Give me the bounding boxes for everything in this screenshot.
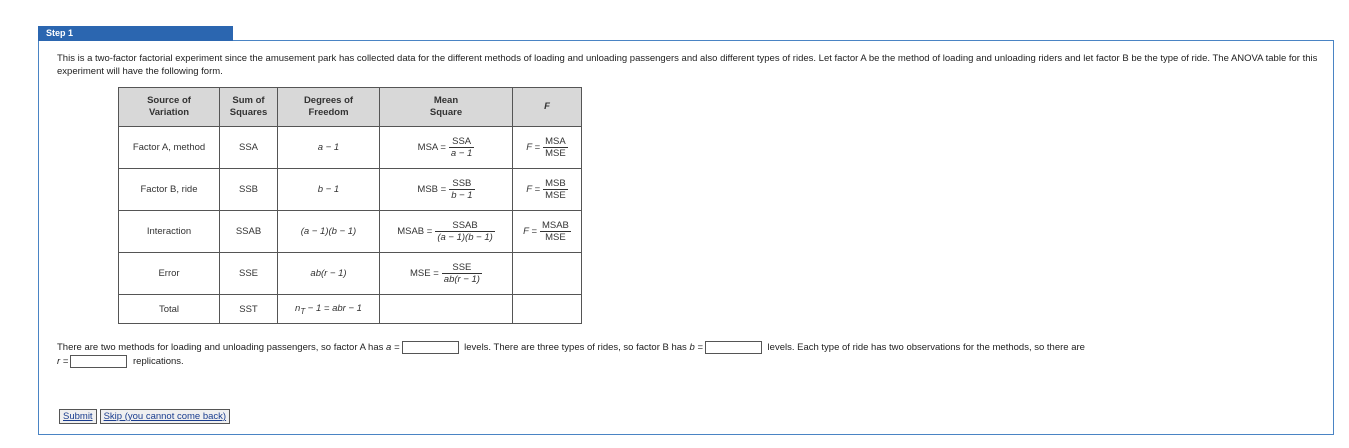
ss-cell: SST bbox=[220, 295, 278, 324]
question-part4: replications. bbox=[130, 356, 184, 368]
ms-label: MSE = bbox=[410, 268, 439, 279]
ms-fraction bbox=[449, 136, 474, 159]
question-part1: There are two methods for loading and unloading passengers, so factor A has bbox=[57, 342, 387, 354]
f-cell-empty bbox=[513, 253, 582, 295]
df-total-sub: T bbox=[300, 306, 306, 316]
header-ms bbox=[380, 88, 513, 127]
source-cell: Error bbox=[119, 253, 220, 295]
header-ms-line2: Square bbox=[429, 107, 463, 118]
ms-fraction bbox=[435, 220, 494, 243]
action-buttons bbox=[59, 409, 230, 424]
f-fraction bbox=[543, 178, 568, 201]
df-total-n: n bbox=[295, 302, 301, 314]
ms-cell bbox=[380, 211, 513, 253]
question-part3: levels. Each type of ride has two observations for the methods, so there are bbox=[764, 342, 1085, 354]
ms-numerator: SSE bbox=[452, 262, 472, 273]
header-ss-line2: Squares bbox=[229, 107, 268, 118]
header-ms-line1: Mean bbox=[433, 95, 459, 106]
f-cell bbox=[513, 211, 582, 253]
df-cell: (a − 1)(b − 1) bbox=[278, 211, 380, 253]
ss-cell: SSB bbox=[220, 169, 278, 211]
header-ss bbox=[220, 88, 278, 127]
header-source-line2: Variation bbox=[148, 107, 190, 118]
f-numerator: MSA bbox=[545, 136, 566, 147]
f-numerator: MSB bbox=[545, 178, 566, 189]
source-cell: Factor B, ride bbox=[119, 169, 220, 211]
header-df-line1: Degrees of bbox=[303, 95, 354, 106]
ss-cell: SSA bbox=[220, 127, 278, 169]
header-source bbox=[119, 88, 220, 127]
submit-button[interactable]: Submit bbox=[59, 409, 97, 424]
ms-fraction bbox=[442, 262, 482, 285]
f-fraction bbox=[543, 136, 568, 159]
ms-denominator: (a − 1)(b − 1) bbox=[437, 232, 493, 243]
ss-cell: SSE bbox=[220, 253, 278, 295]
ss-cell: SSAB bbox=[220, 211, 278, 253]
table-header-row bbox=[119, 88, 582, 127]
ms-denominator: b − 1 bbox=[451, 190, 473, 201]
ms-cell bbox=[380, 253, 513, 295]
header-df bbox=[278, 88, 380, 127]
f-denominator: MSE bbox=[545, 190, 566, 201]
f-cell bbox=[513, 169, 582, 211]
ms-denominator: a − 1 bbox=[450, 148, 473, 159]
df-cell: ab(r − 1) bbox=[278, 253, 380, 295]
ms-cell-empty bbox=[380, 295, 513, 324]
ms-label: MSAB = bbox=[397, 226, 433, 237]
ms-fraction bbox=[449, 178, 474, 201]
intro-text: This is a two-factor factorial experiment since the amusement park has collected data for the different methods of loading and unloading passengers and also different types of rides. Let factor A be the method of loading and unloading riders and let factor B be the type of ride. The ANOVA table for this experiment will have the following form. bbox=[57, 53, 1318, 77]
question-text bbox=[57, 341, 1319, 369]
a-label: a = bbox=[386, 342, 400, 354]
ms-label: MSB = bbox=[417, 184, 447, 195]
header-ss-line1: Sum of bbox=[232, 95, 265, 106]
f-label: F = bbox=[526, 142, 541, 153]
ms-cell bbox=[380, 169, 513, 211]
f-label: F = bbox=[523, 226, 537, 237]
r-answer-input[interactable] bbox=[70, 355, 127, 368]
df-total-rest: − 1 = abr − 1 bbox=[305, 302, 362, 314]
source-cell: Interaction bbox=[119, 211, 220, 253]
table-row bbox=[119, 253, 582, 295]
f-fraction bbox=[540, 220, 571, 243]
f-cell-empty bbox=[513, 295, 582, 324]
ms-label: MSA = bbox=[417, 142, 446, 153]
table-row bbox=[119, 127, 582, 169]
df-cell: a − 1 bbox=[278, 127, 380, 169]
df-cell: b − 1 bbox=[278, 169, 380, 211]
f-label: F = bbox=[526, 184, 541, 195]
ms-denominator: ab(r − 1) bbox=[443, 274, 480, 285]
source-cell: Factor A, method bbox=[119, 127, 220, 169]
step-title: Step 1 bbox=[38, 26, 233, 41]
f-numerator: MSAB bbox=[541, 220, 569, 231]
a-answer-input[interactable] bbox=[402, 341, 459, 354]
f-cell bbox=[513, 127, 582, 169]
header-df-line2: Freedom bbox=[308, 107, 349, 118]
anova-table bbox=[118, 87, 582, 324]
b-answer-input[interactable] bbox=[705, 341, 762, 354]
table-row bbox=[119, 169, 582, 211]
b-label: b = bbox=[689, 342, 703, 354]
ms-cell bbox=[380, 127, 513, 169]
table-row bbox=[119, 295, 582, 324]
skip-button[interactable]: Skip (you cannot come back) bbox=[100, 409, 231, 424]
ms-numerator: SSAB bbox=[452, 220, 478, 231]
ms-numerator: SSA bbox=[452, 136, 472, 147]
source-cell: Total bbox=[119, 295, 220, 324]
f-denominator: MSE bbox=[545, 148, 566, 159]
table-row bbox=[119, 211, 582, 253]
df-cell bbox=[278, 295, 380, 324]
header-f: F bbox=[513, 88, 582, 127]
r-label: r = bbox=[57, 356, 69, 368]
header-source-line1: Source of bbox=[147, 95, 191, 106]
question-part2: levels. There are three types of rides, so factor B has bbox=[461, 342, 690, 354]
ms-numerator: SSB bbox=[452, 178, 472, 189]
f-denominator: MSE bbox=[540, 231, 571, 243]
